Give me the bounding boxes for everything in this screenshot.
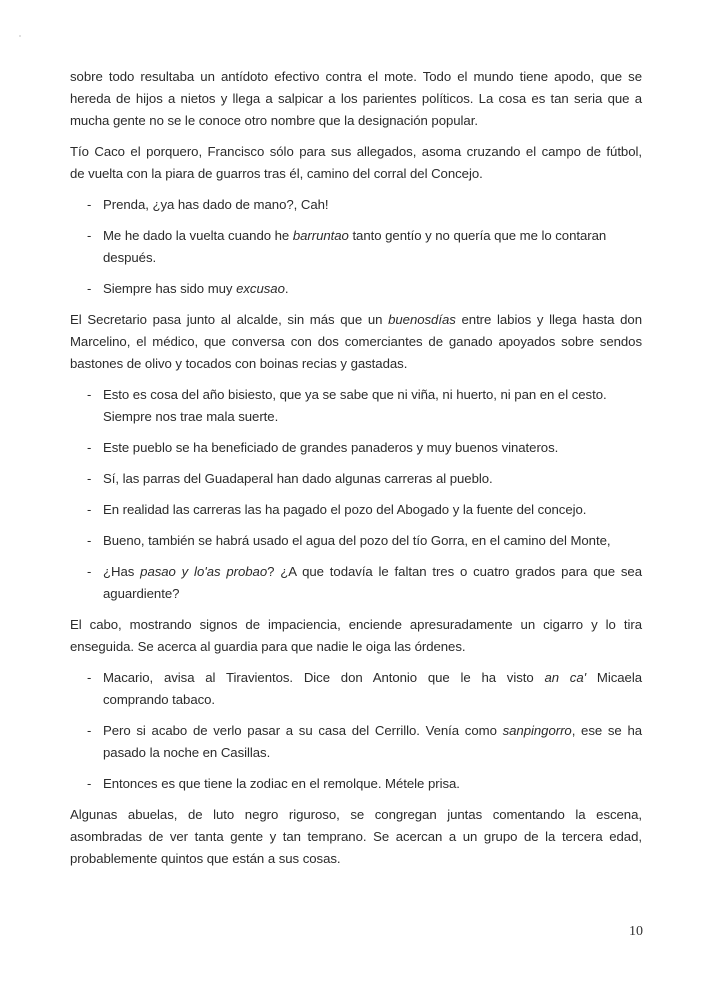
text-line: sobre todo resultaba un antídoto efectivo contra el mote. Todo el mundo tiene apodo, que se [70,69,642,84]
text-line: comprando tabaco. [103,692,216,707]
dialogue-line [70,499,642,521]
italic-term: sanpingorro [502,723,572,738]
dialogue-dash: - [87,228,92,243]
text-line [70,309,642,331]
dialogue-dash: - [87,440,92,455]
text-run: Macario, avisa al Tiravientos. Dice don Antonio que le ha visto [103,670,545,685]
italic-term: an ca' [544,670,587,685]
dialogue-line [70,561,642,605]
text-run: Me he dado la vuelta cuando he [103,228,293,243]
italic-term: buenosdías [388,312,456,327]
narration-paragraph [70,141,642,185]
text-line: bastones de olivo y tocados con boinas recias y gastadas. [70,356,408,371]
text-line [103,561,642,583]
text-line: enseguida. Se acerca al guardia para que nadie le oiga las órdenes. [70,639,466,654]
dialogue-line [70,384,642,428]
text-line: Este pueblo se ha beneficiado de grandes panaderos y muy buenos vinateros. [103,440,559,455]
text-line: probablemente quintos que están a sus cosas. [70,851,341,866]
text-line: Tío Caco el porquero, Francisco sólo para sus allegados, asoma cruzando el campo de fútbol, [70,144,642,159]
scan-speck [19,35,21,37]
text-line: asombradas de ver tanta gente y tan temprano. Se acercan a un grupo de la tercera edad, [70,829,642,844]
dialogue-dash: - [87,723,92,738]
text-line: Siempre nos trae mala suerte. [103,409,279,424]
text-line: aguardiente? [103,586,180,601]
text-line: En realidad las carreras las ha pagado el pozo del Abogado y la fuente del concejo. [103,502,587,517]
text-run: . [284,281,289,296]
text-line [103,225,642,247]
text-line: Marcelino, el médico, que conversa con dos comerciantes de ganado apoyados sobre sendos [70,334,642,349]
dialogue-line [70,437,642,459]
text-run: Siempre has sido muy [103,281,237,296]
text-line: mucha gente no se le conoce otro nombre que la designación popular. [70,113,478,128]
text-line: Entonces es que tiene la zodiac en el remolque. Métele prisa. [103,776,460,791]
italic-term: barruntao [292,228,349,243]
text-line: Algunas abuelas, de luto negro riguroso, se congregan juntas comentando la escena, [70,807,642,822]
dialogue-dash: - [87,776,92,791]
text-line: Bueno, también se habrá usado el agua del pozo del tío Gorra, en el camino del Monte, [103,533,611,548]
dialogue-dash: - [87,197,92,212]
dialogue-dash: - [87,471,92,486]
text-run: , ese se ha [571,723,643,738]
text-line [103,278,642,300]
text-line [103,667,642,689]
italic-term: excusao [236,281,285,296]
text-line: Prenda, ¿ya has dado de mano?, Cah! [103,197,329,212]
dialogue-line [70,667,642,711]
text-line: después. [103,250,157,265]
text-run: ¿Has [103,564,141,579]
dialogue-dash: - [87,670,92,685]
dialogue-line [70,773,642,795]
dialogue-line [70,278,642,300]
text-run: ? ¿A que todavía le faltan tres o cuatro grados para que sea [267,564,642,579]
text-line: Esto es cosa del año bisiesto, que ya se sabe que ni viña, ni huerto, ni pan en el cesto. [103,387,607,402]
text-run: tanto gentío y no quería que me lo contaran [348,228,607,243]
text-run: entre labios y llega hasta don [455,312,642,327]
text-run: Micaela [586,670,642,685]
dialogue-line [70,720,642,764]
dialogue-dash: - [87,564,92,579]
text-line: de vuelta con la piara de guarros tras él, camino del corral del Concejo. [70,166,483,181]
narration-paragraph [70,309,642,375]
text-line: pasado la noche en Casillas. [103,745,271,760]
page-body [70,66,642,879]
dialogue-line [70,194,642,216]
text-line: hereda de hijos a nietos y llega a salpicar a los parientes políticos. La cosa es tan seria que a [70,91,642,106]
dialogue-dash: - [87,281,92,296]
dialogue-line [70,530,642,552]
italic-term: pasao y lo'as probao [140,564,268,579]
dialogue-line [70,225,642,269]
narration-paragraph [70,66,642,132]
text-line [103,720,642,742]
narration-paragraph [70,614,642,658]
text-run: Pero si acabo de verlo pasar a su casa del Cerrillo. Venía como [103,723,503,738]
text-line: El cabo, mostrando signos de impaciencia, enciende apresuradamente un cigarro y lo tira [70,617,642,632]
dialogue-line [70,468,642,490]
dialogue-dash: - [87,502,92,517]
dialogue-dash: - [87,387,92,402]
narration-paragraph [70,804,642,870]
dialogue-dash: - [87,533,92,548]
text-line: Sí, las parras del Guadaperal han dado algunas carreras al pueblo. [103,471,493,486]
text-run: El Secretario pasa junto al alcalde, sin más que un [70,312,389,327]
page-number: 10 [629,924,643,939]
